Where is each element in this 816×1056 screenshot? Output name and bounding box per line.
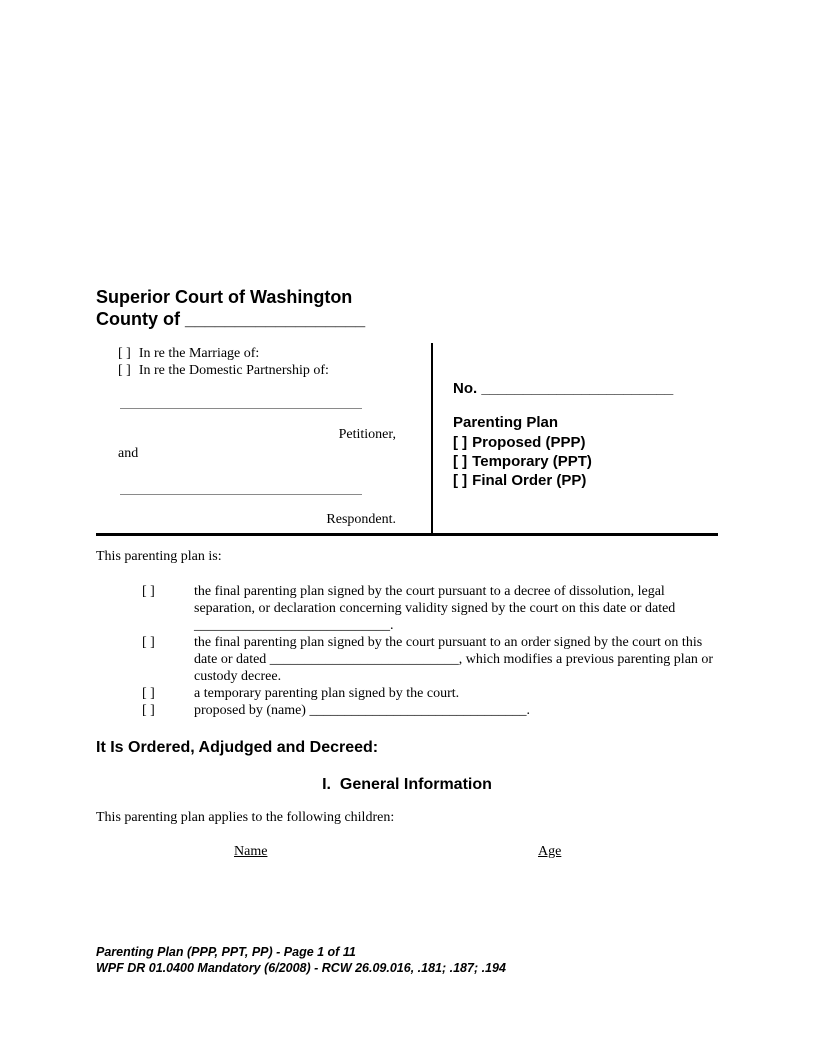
court-heading — [96, 286, 365, 330]
respondent-name-field[interactable] — [120, 482, 362, 495]
domestic-partnership-checkbox[interactable]: [ ] — [118, 363, 131, 378]
final-decree-checkbox[interactable]: [ ] — [142, 584, 155, 599]
proposed-by-checkbox[interactable]: [ ] — [142, 703, 155, 718]
option-proposed — [453, 433, 592, 452]
proposed-by-text: proposed by (name) _______________________________. — [194, 703, 530, 718]
children-intro: This parenting plan applies to the following children: — [96, 810, 395, 825]
final-order-label: Final Order (PP) — [472, 472, 587, 489]
marriage-label: In re the Marriage of: — [138, 346, 260, 361]
case-caption — [96, 343, 718, 536]
case-number-line — [453, 380, 673, 397]
case-number-label: No. — [453, 380, 478, 397]
caption-option-domestic-partnership — [118, 363, 329, 379]
footer-form-code: WPF DR 01.0400 Mandatory (6/2008) - RCW 26.09.016, .181; .187; .194 — [96, 961, 506, 975]
temporary-label: Temporary (PPT) — [472, 453, 592, 470]
respondent-label: Respondent. — [326, 512, 396, 527]
county-label: County of — [96, 309, 180, 329]
section-1-heading: I. General Information — [322, 776, 492, 793]
and-label: and — [118, 446, 139, 461]
caption-divider — [431, 343, 433, 533]
plan-type-options — [453, 433, 592, 490]
children-name-column-header: Name — [234, 844, 268, 859]
temporary-plan-text: a temporary parenting plan signed by the court. — [194, 686, 460, 701]
court-title: Superior Court of Washington — [96, 287, 353, 307]
page-footer — [96, 944, 506, 976]
children-age-column-header: Age — [538, 844, 562, 859]
list-item-final-decree — [96, 583, 721, 634]
petitioner-label: Petitioner, — [338, 427, 396, 442]
plan-type-list — [96, 583, 721, 719]
final-order-checkbox[interactable]: [ ] — [453, 472, 468, 489]
list-item-final-order-modifies — [96, 634, 721, 685]
form-title: Parenting Plan — [453, 414, 559, 431]
footer-form-name: Parenting Plan (PPP, PPT, PP) - Page 1 of 11 — [96, 945, 356, 959]
petitioner-name-field[interactable] — [120, 396, 362, 409]
option-temporary — [453, 452, 592, 471]
case-number-field[interactable]: _______________________ — [481, 380, 674, 397]
county-blank-field[interactable]: __________________ — [185, 309, 366, 329]
list-item-proposed-by — [96, 702, 721, 719]
domestic-partnership-label: In re the Domestic Partnership of: — [138, 363, 329, 378]
county-line — [96, 308, 365, 330]
temporary-checkbox[interactable]: [ ] — [453, 453, 468, 470]
marriage-checkbox[interactable]: [ ] — [118, 346, 131, 361]
final-decree-text: the final parenting plan signed by the court pursuant to a decree of dissolution, legal separation, or declaration concerning validity signed by the court on this date or dated ____________________________. — [194, 584, 676, 633]
temporary-plan-checkbox[interactable]: [ ] — [142, 686, 155, 701]
final-order-modifies-checkbox[interactable]: [ ] — [142, 635, 155, 650]
caption-option-marriage — [118, 346, 259, 362]
ordered-adjudged-heading: It Is Ordered, Adjudged and Decreed: — [96, 739, 379, 756]
proposed-checkbox[interactable]: [ ] — [453, 434, 468, 451]
proposed-label: Proposed (PPP) — [472, 434, 586, 451]
option-final-order — [453, 471, 592, 490]
plan-is-intro: This parenting plan is: — [96, 549, 222, 564]
final-order-modifies-text: the final parenting plan signed by the court pursuant to an order signed by the court on this date or dated ___________________________, which modifies a previous parenting plan or custody decree. — [194, 635, 714, 684]
list-item-temporary-plan — [96, 685, 721, 702]
